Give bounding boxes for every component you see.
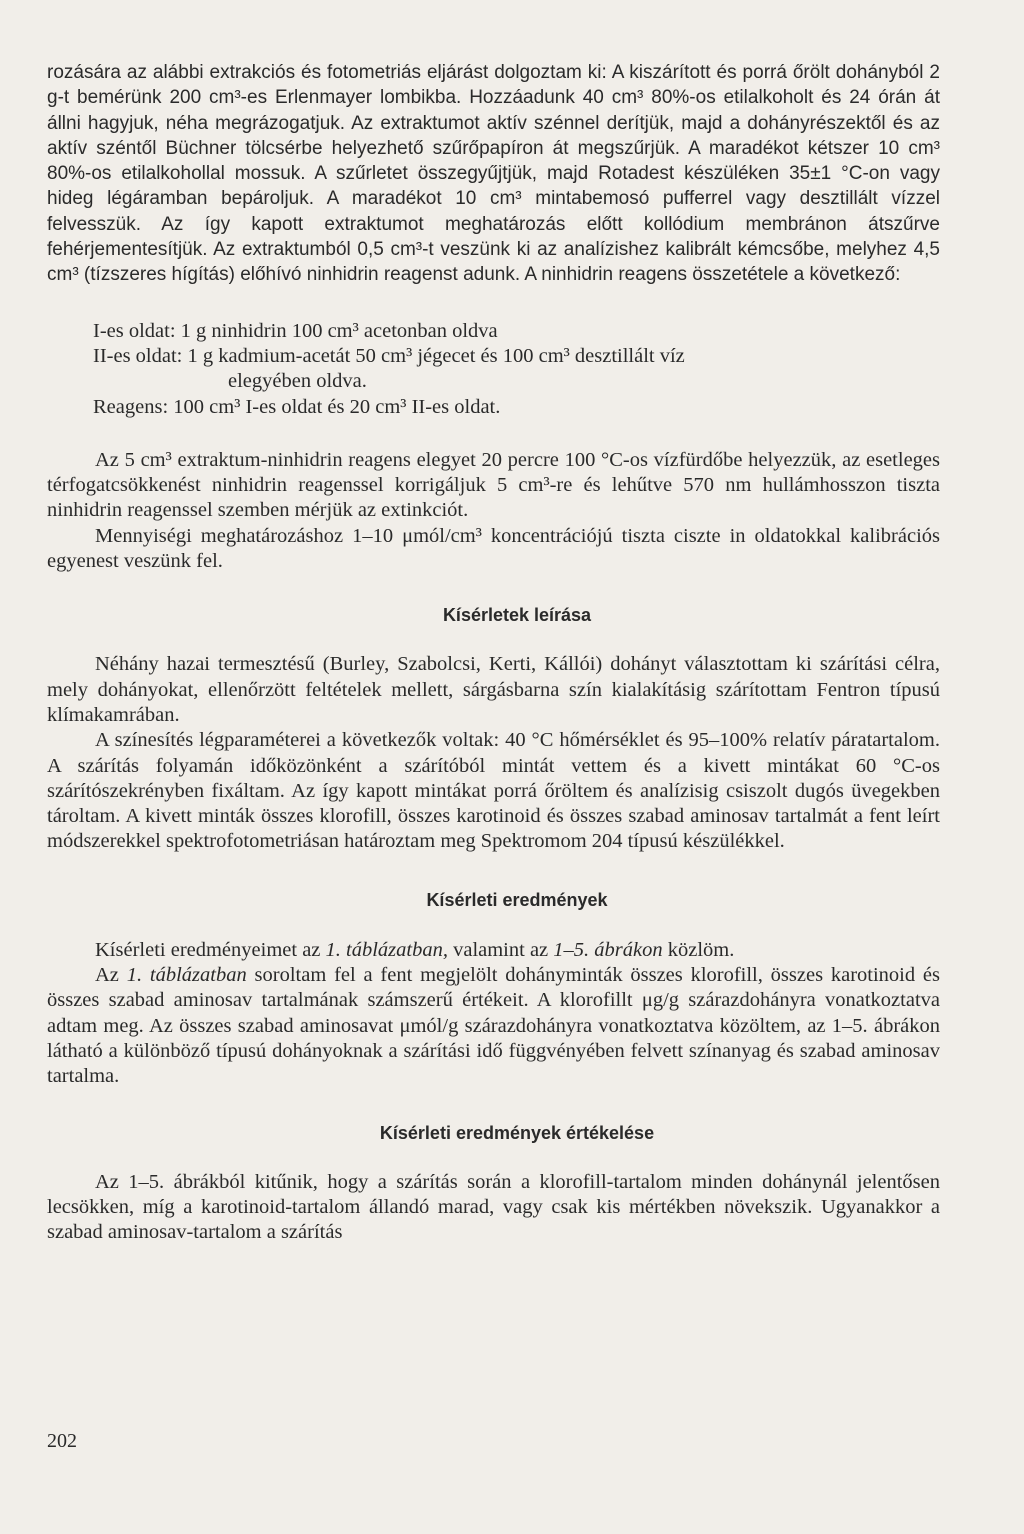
evaluation-paragraph: Az 1–5. ábrákból kitűnik, hogy a szárítás során a klorofill-tartalom minden dohánynál jelentősen lecsökken, míg a karotinoid-tartalom állandó marad, vagy csak kis mértékben növekszik. Ugyanakkor a szabad aminosav-tartalom a szárítás bbox=[47, 1170, 940, 1244]
experiments-paragraph-1: Néhány hazai termesztésű (Burley, Szabolcsi, Kerti, Kállói) dohányt választottam ki szárítási célra, mely dohányokat, ellenőrzött feltételek mellett, sárgásbarna szín kialakításig szárítottam Fentron típusú klímakamrában. bbox=[47, 653, 940, 726]
procedure-text bbox=[47, 448, 940, 574]
section-heading-evaluation: Kísérleti eredmények értékelése bbox=[379, 1122, 655, 1143]
solution-1-line: I-es oldat: 1 g ninhidrin 100 cm³ acetonban oldva bbox=[93, 319, 498, 342]
extinction-paragraph: Az 5 cm³ extraktum-ninhidrin reagens elegyet 20 percre 100 °C-os vízfürdőbe helyezzük, az esetleges térfogatcsökkenést ninhidrin reagenssel korrigáljuk 5 cm³-re és lehűtve 570 nm hullámhosszon tiszta ninhidrin reagenssel szemben mérjük az extinkciót. bbox=[47, 448, 940, 522]
solution-2-line: II-es oldat: 1 g kadmium-acetát 50 cm³ jégecet és 100 cm³ desztillált víz bbox=[93, 344, 685, 367]
reagent-composition bbox=[47, 319, 940, 420]
results-paragraph-2: Az 1. táblázatban soroltam fel a fent megjelölt dohányminták összes klorofill, összes karotinoid és összes szabad aminosav tartalmának számszerű értékeit. A klorofillt μg/g szárazdohányra vonatkoztatva adtam meg. Az összes szabad aminosavat μmól/g szárazdohányra vonatkoztatva közöltem, az 1–5. ábrákon látható a különböző típusú dohányoknak a szárítási idő függvényében felvett színanyag és szabad aminosav tartalma. bbox=[47, 964, 941, 1088]
calibration-paragraph: Mennyiségi meghatározáshoz 1–10 μmól/cm³ koncentrációjú tiszta ciszte in oldatokkal kalibrációs egyenest veszünk fel. bbox=[47, 524, 940, 573]
experiments-paragraph-2: A színesítés légparaméterei a következők voltak: 40 °C hőmérséklet és 95–100% relatív páratartalom. A szárítás folyamán időközönként a szárítóból mintát vettem és a kivett mintákat 60 °C-os szárítószekrényben fixáltam. Az így kapott mintákat porrá őröltem és analízisig csiszolt dugós üvegekben tároltam. A kivett minták összes klorofill, összes karotinoid és összes szabad aminosav tartalmát a fent leírt módszerekkel spektrofotometriásan határoztam meg Spektromom 204 típusú készülékkel. bbox=[47, 729, 940, 853]
reagent-line: Reagens: 100 cm³ I-es oldat és 20 cm³ II-es oldat. bbox=[93, 395, 501, 418]
intro-paragraph: rozására az alábbi extrakciós és fotometriás eljárást dolgoztam ki: A kiszárított és porrá őrölt dohányból 2 g-t bemérünk 200 cm³-es Erlenmayer lombikba. Hozzáadunk 40 cm³ 80%-os etilalkoholt és 24 órán át állni hagyjuk, néha megrázogatjuk. Az extraktumot aktív szénnel derítjük, majd a dohányrészektől és az aktív széntől Büchner tölcsérbe helyezhető szűrőpapíron át megszűrjük. A maradékot kétszer 10 cm³ 80%-os etilalkohollal mossuk. A szűrletet összegyűjtjük, majd Rotadest készüléken 35±1 °C-on vagy hideg légáramban bepároljuk. A maradékot 10 cm³ mintabemosó pufferrel vagy desztillált vízzel felvesszük. Az így kapott extraktumot meghatározás előtt kollódium membránon átszűrve fehérjementesítjük. Az extraktumból 0,5 cm³-t veszünk ki az analízishez kalibrált kémcsőbe, melyhez 4,5 cm³ (tízszeres hígítás) előhívó ninhidrin reagenst adunk. A ninhidrin reagens összetétele a következő: bbox=[47, 62, 940, 286]
page-number: 202 bbox=[47, 1430, 77, 1452]
table-reference: 1. táblázatban bbox=[126, 964, 247, 987]
table-reference: 1. táblázatban, bbox=[325, 938, 448, 961]
figure-reference: 1–5. ábrákon bbox=[553, 938, 663, 961]
section-heading-results: Kísérleti eredmények bbox=[426, 889, 608, 910]
results-paragraph-1: Kísérleti eredményeimet az 1. táblázatban, valamint az 1–5. ábrákon közlöm. bbox=[95, 938, 735, 961]
solution-2-continuation: elegyében oldva. bbox=[228, 370, 367, 393]
section-heading-experiments: Kísérletek leírása bbox=[442, 605, 592, 626]
